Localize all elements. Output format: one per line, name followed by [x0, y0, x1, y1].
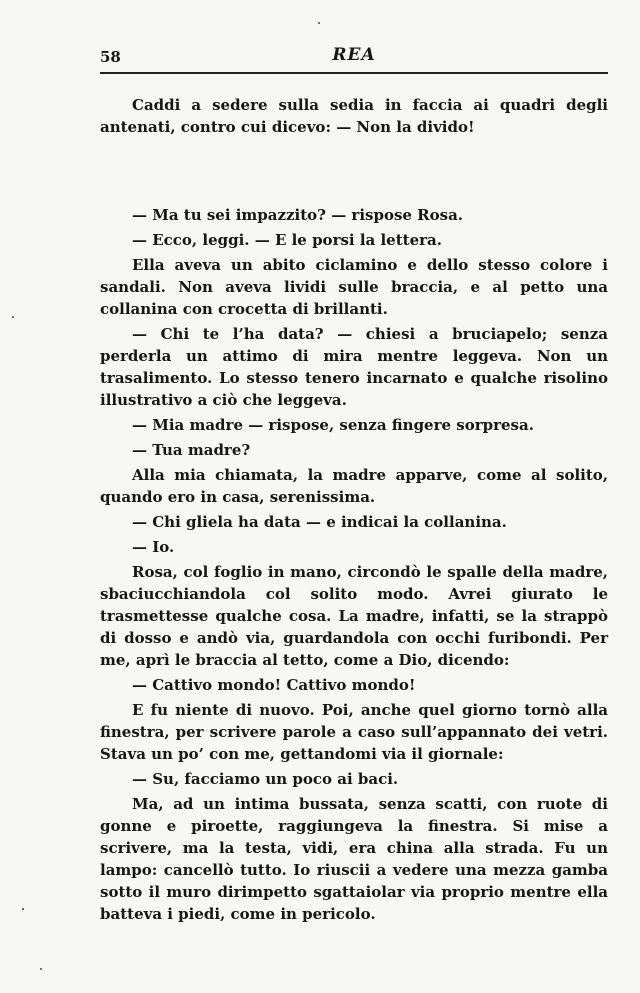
paragraph: E fu niente di nuovo. Poi, anche quel giorno tornò alla finestra, per scrivere parole a caso sull’appannato dei vetri. Stava un po’ con me, gettandomi via il giornale:: [100, 701, 608, 763]
paragraph: Alla mia chiamata, la madre apparve, come al solito, quando ero in casa, serenissima.: [100, 466, 608, 506]
paragraph: — Io.: [132, 538, 175, 556]
paragraph: — Cattivo mondo! Cattivo mondo!: [132, 676, 416, 694]
scan-speck: [22, 908, 24, 910]
scan-speck: [12, 316, 14, 318]
header-rule: [100, 72, 608, 74]
page-header: [100, 44, 608, 70]
scan-speck: [40, 968, 42, 970]
scan-speck: [318, 22, 320, 24]
main-text-block: [100, 204, 608, 928]
page-number: 58: [100, 48, 121, 66]
running-title: REA: [332, 45, 376, 65]
paragraph: — Ecco, leggi. — E le porsi la lettera.: [132, 231, 442, 249]
opening-paragraph-block: [100, 94, 608, 141]
paragraph: — Chi gliela ha data — e indicai la collanina.: [132, 513, 507, 531]
paragraph: — Ma tu sei impazzito? — rispose Rosa.: [132, 206, 464, 224]
paragraph: Ma, ad un intima bussata, senza scatti, con ruote di gonne e piroette, raggiungeva la finestra. Si mise a scrivere, ma la testa, vidi, era china alla strada. Fu un lampo: cancellò tutto. Io riuscii a vedere una mezza gamba sotto il muro dirimpetto sgattaiolar via proprio mentre ella batteva i piedi, come in pericolo.: [100, 795, 608, 923]
paragraph: Rosa, col foglio in mano, circondò le spalle della madre, sbaciucchiandola col solito modo. Avrei giurato le trasmettesse qualche cosa. La madre, infatti, se la strappò di dosso e andò via, guardandola con occhi furibondi. Per me, aprì le braccia al tetto, come a Dio, dicendo:: [100, 563, 608, 669]
paragraph: — Chi te l’ha data? — chiesi a bruciapelo; senza perderla un attimo di mira mentre leggeva. Non un trasalimento. Lo stesso tenero incarnato e qualche risolino illustrativo a ciò che leggeva.: [100, 325, 608, 409]
paragraph: — Mia madre — rispose, senza fingere sorpresa.: [132, 416, 534, 434]
paragraph: — Su, facciamo un poco ai baci.: [132, 770, 399, 788]
paragraph: Ella aveva un abito ciclamino e dello stesso colore i sandali. Non aveva lividi sulle braccia, e al petto una collanina con crocetta di brillanti.: [100, 256, 608, 318]
paragraph: — Tua madre?: [132, 441, 251, 459]
paragraph: Caddi a sedere sulla sedia in faccia ai quadri degli antenati, contro cui dicevo: — Non la divido!: [100, 96, 608, 136]
